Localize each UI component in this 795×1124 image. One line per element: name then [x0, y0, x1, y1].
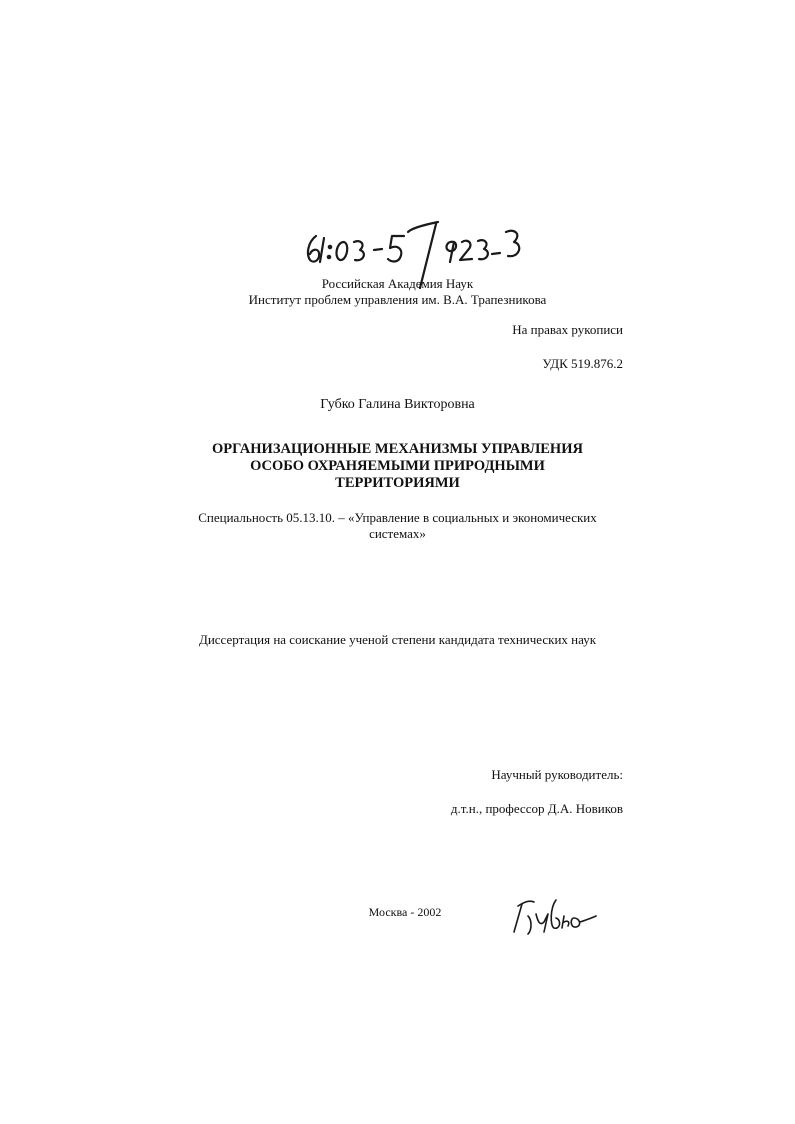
institute-name: Институт проблем управления им. В.А. Трапезникова [248, 292, 547, 307]
title-line: ОСОБО ОХРАНЯЕМЫМИ ПРИРОДНЫМИ [250, 458, 545, 474]
title-line: ОРГАНИЗАЦИОННЫЕ МЕХАНИЗМЫ УПРАВЛЕНИЯ [212, 441, 583, 457]
specialty-line: системах» [369, 526, 426, 541]
organization-name: Российская Академия Наук [321, 276, 474, 291]
supervisor-label: Научный руководитель: [491, 767, 623, 782]
title-line: ТЕРРИТОРИЯМИ [335, 475, 460, 491]
specialty-line: Специальность 05.13.10. – «Управление в социальных и экономических [198, 510, 597, 525]
manuscript-note: На правах рукописи [512, 322, 623, 337]
udc-code: УДК 519.876.2 [542, 356, 623, 371]
dissertation-note: Диссертация на соискание ученой степени кандидата технических наук [198, 632, 597, 647]
city-year: Москва - 2002 [368, 905, 442, 919]
signature-image [508, 892, 598, 940]
supervisor-name: д.т.н., профессор Д.А. Новиков [450, 801, 623, 816]
author-name: Губко Галина Викторовна [320, 397, 475, 412]
